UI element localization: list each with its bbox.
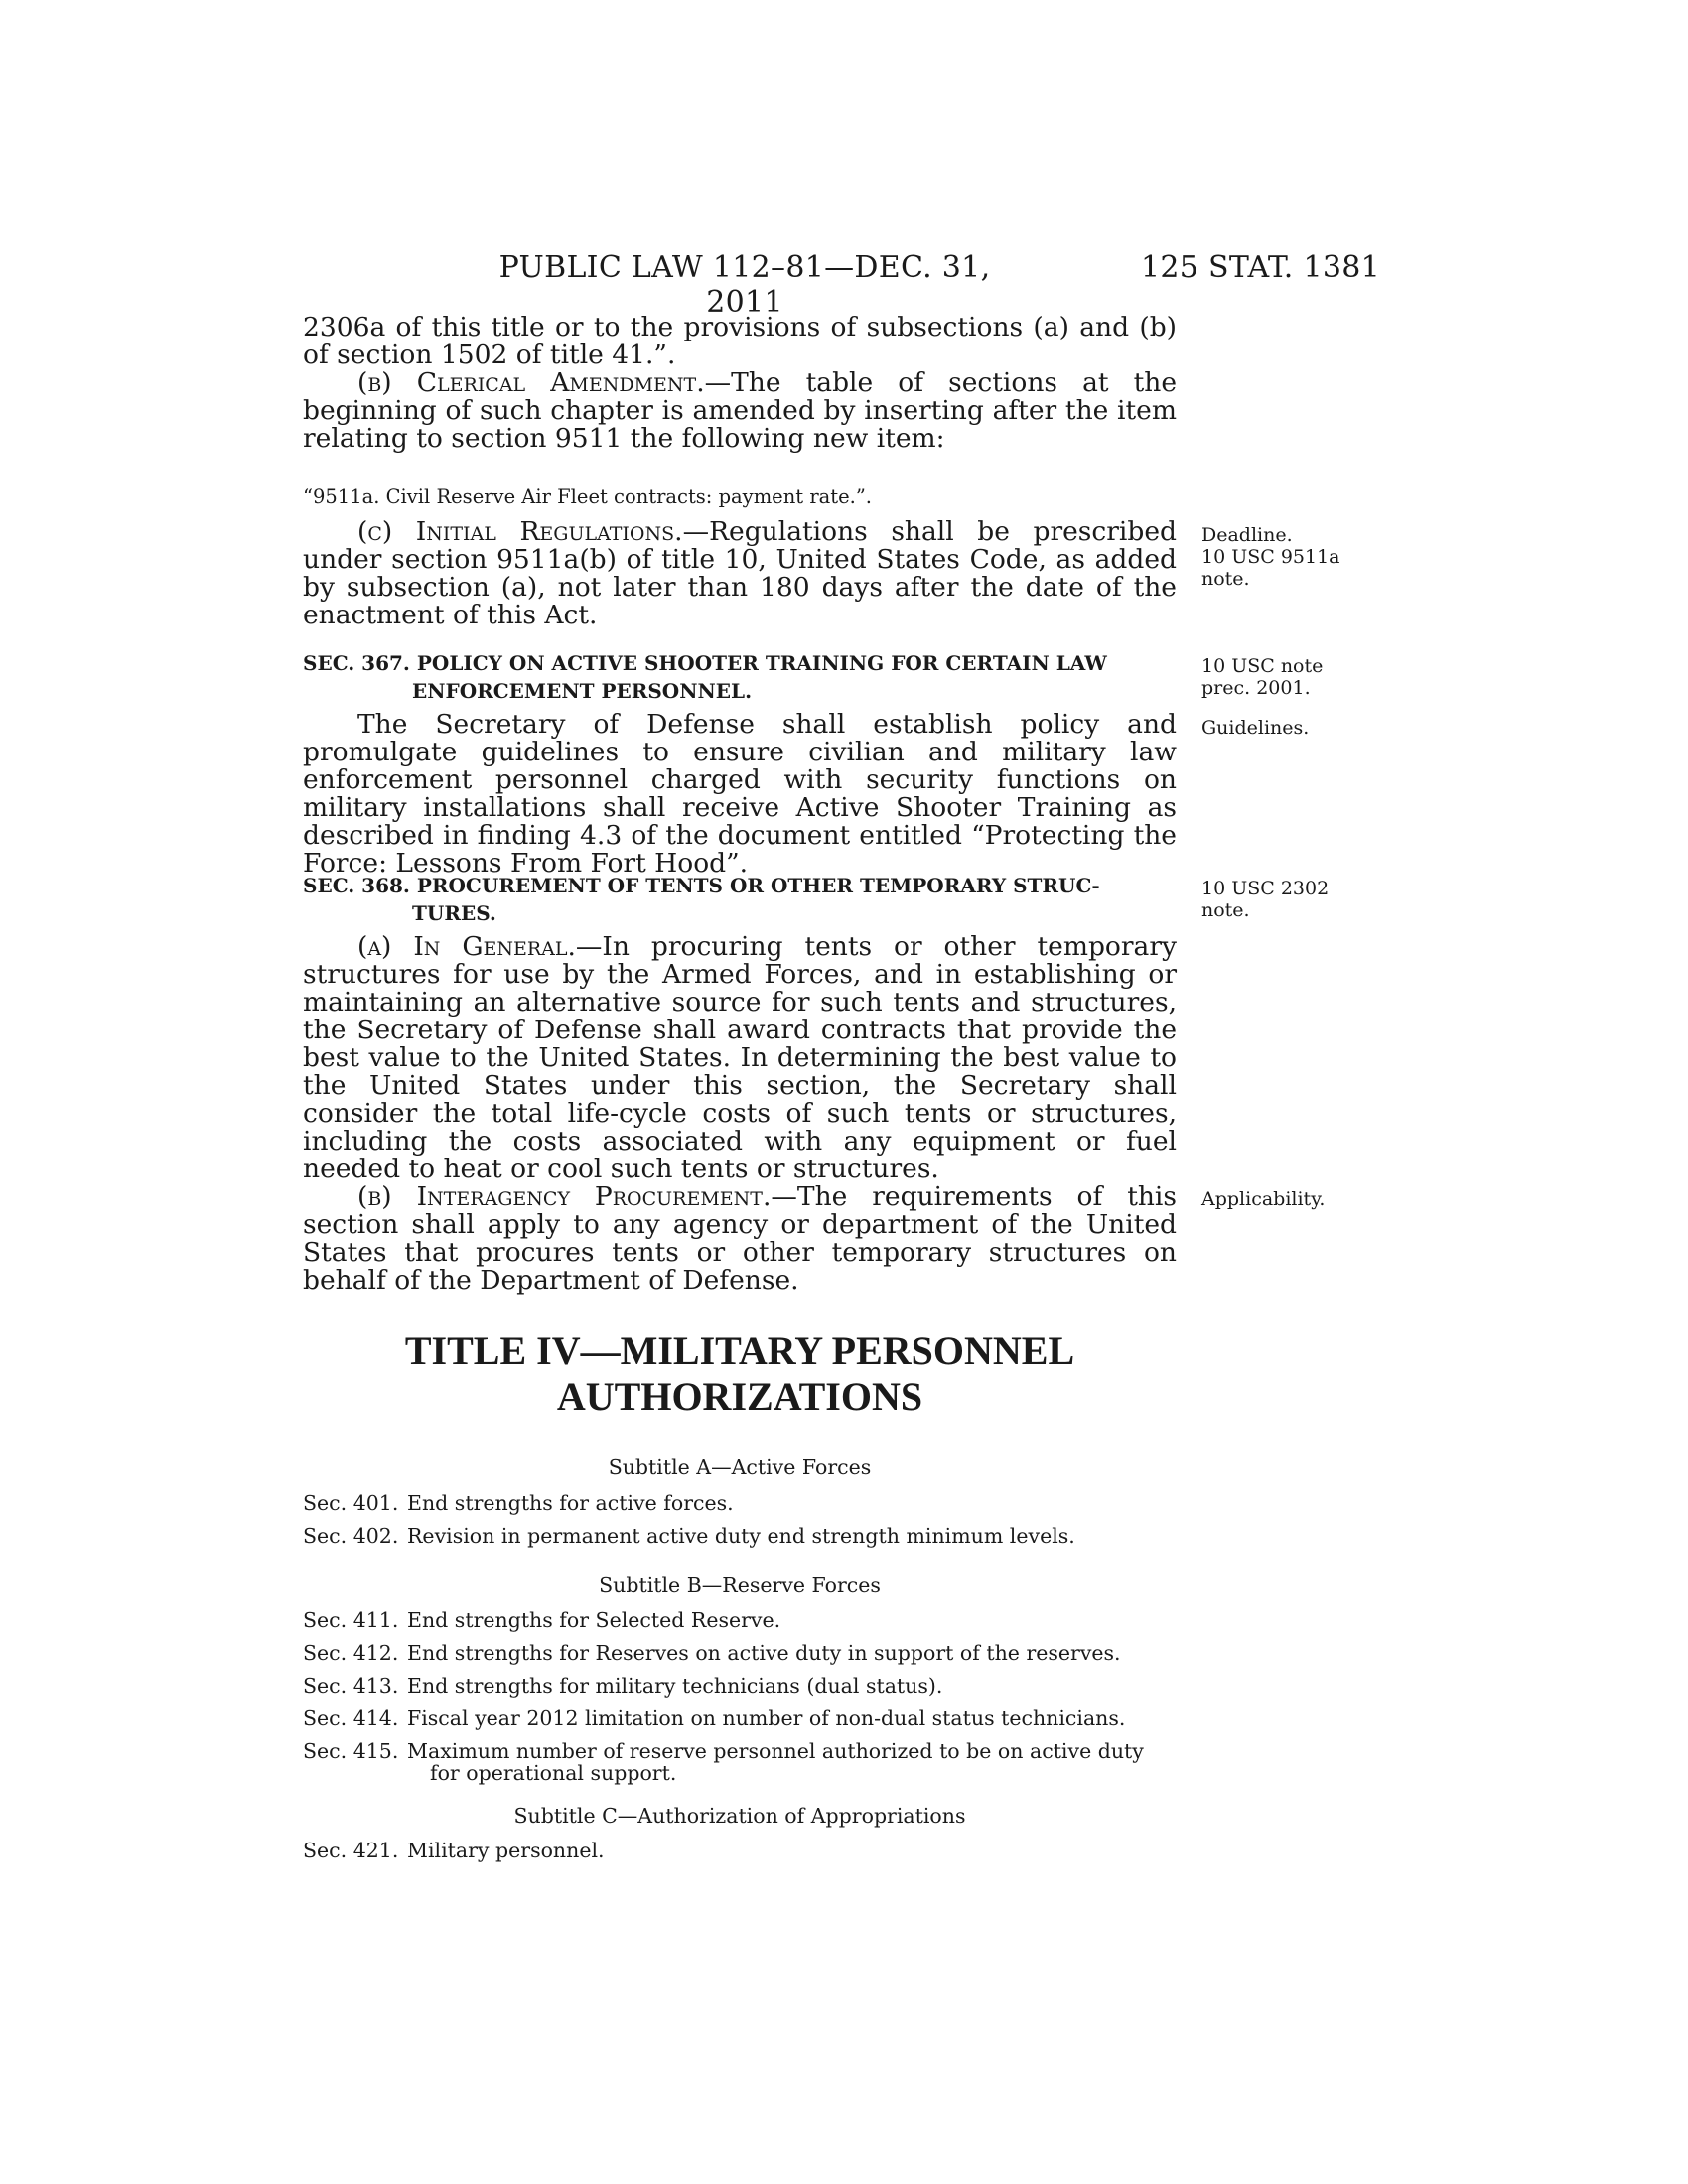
margin-note-367 [1201, 655, 1390, 699]
margin-note-2302: note. [1201, 899, 1250, 921]
toc-subtitle-b-list [303, 1609, 1177, 1784]
initial-regulations-label: (c) Initial Regulations. [357, 516, 683, 547]
toc-sec-title: Revision in permanent active duty end strength minimum levels. [407, 1524, 1075, 1548]
margin-applicability: Applicability. [1201, 1188, 1326, 1210]
toc-sec-title: Maximum number of reserve personnel authorized to be on active duty [407, 1739, 1144, 1763]
margin-note-deadline [1201, 524, 1390, 590]
in-general-label: (a) In General. [357, 931, 576, 962]
toc-item [303, 1525, 1177, 1547]
section-367-paragraph: The Secretary of Defense shall establish policy and promulgate guidelines to ensure civilian and military law enforcement personnel charged with security functions on military installations shall receive Active Shooter Training as described in finding 4.3 of the document entitled “Protecting the Force: Lessons From Fort Hood”. [303, 709, 1177, 879]
margin-usc-2302: 10 USC 2302 [1201, 878, 1330, 899]
initial-regulations-paragraph [303, 518, 1177, 629]
clerical-amendment-text: —The table of sections at the beginning of such chapter is amended by inserting after the item relating to section 9511 the following new item: [303, 367, 1177, 454]
toc-subtitle-c-list [303, 1840, 1177, 1861]
toc-item [303, 1840, 1177, 1861]
interagency-label: (b) Interagency Procurement. [357, 1181, 772, 1212]
clerical-amendment-label: (b) Clerical Amendment. [357, 367, 705, 398]
running-header-stat: 125 STAT. 1381 [1141, 250, 1380, 285]
toc-sec-number: Sec. 411. [303, 1608, 399, 1632]
toc-sec-title: End strengths for active forces. [407, 1491, 734, 1515]
toc-item [303, 1642, 1177, 1664]
toc-sec-number: Sec. 401. [303, 1491, 399, 1515]
toc-sec-number: Sec. 415. [303, 1739, 399, 1763]
section-368-heading-line2: TURES. [412, 901, 496, 925]
section-366-continuation [303, 314, 1177, 453]
section-367-heading-line1: SEC. 367. POLICY ON ACTIVE SHOOTER TRAINING FOR CERTAIN LAW [303, 651, 1107, 675]
in-general-text: —In procuring tents or other temporary structures for use by the Armed Forces, and in establishing or maintaining an alternative source for such tents and structures, the Secretary of Defense shall award contracts that provide the best value to the United States. In determining the best value to the United States under this section, the Secretary shall consider the total life-cycle costs of such tents or structures, including the costs associated with any equipment or fuel needed to heat or cool such tents or structures. [303, 931, 1177, 1184]
toc-item [303, 1609, 1177, 1631]
section-368-general-paragraph [303, 933, 1177, 1183]
toc-sec-title: End strengths for Reserves on active duty in support of the reserves. [407, 1641, 1121, 1665]
margin-note: note. [1201, 568, 1250, 590]
title-iv-heading [303, 1328, 1177, 1420]
toc-subtitle-a-list [303, 1492, 1177, 1547]
toc-sec-title: Military personnel. [407, 1839, 605, 1862]
margin-note-368 [1201, 878, 1390, 921]
subtitle-b: Subtitle B—Reserve Forces [599, 1573, 881, 1597]
margin-deadline: Deadline. [1201, 524, 1293, 546]
clerical-amendment-paragraph [303, 369, 1177, 453]
toc-sec-number: Sec. 413. [303, 1674, 399, 1698]
toc-sec-number: Sec. 414. [303, 1706, 399, 1730]
toc-sec-number: Sec. 412. [303, 1641, 399, 1665]
toc-sec-title: End strengths for Selected Reserve. [407, 1608, 781, 1632]
margin-prec-2001: prec. 2001. [1201, 677, 1311, 699]
initial-regulations-text: —Regulations shall be prescribed under section 9511a(b) of title 10, United States Code, as added by subsection (a), not later than 180 days after the date of the enactment of this Act. [303, 516, 1177, 630]
section-367-body [303, 711, 1177, 878]
toc-sec-title-continued: for operational support. [430, 1761, 677, 1785]
inserted-toc-item: “9511a. Civil Reserve Air Fleet contracts: payment rate.”. [303, 485, 873, 508]
initial-regulations-block [303, 518, 1177, 629]
toc-sec-title: Fiscal year 2012 limitation on number of non-dual status technicians. [407, 1706, 1126, 1730]
toc-item [303, 1707, 1177, 1729]
section-367-heading [303, 649, 1177, 705]
toc-item [303, 1740, 1177, 1784]
interagency-text: —The requirements of this section shall apply to any agency or department of the United States that procures tents or other temporary structures on behalf of the Department of Defense. [303, 1181, 1177, 1296]
toc-sec-number: Sec. 421. [303, 1839, 399, 1862]
continuation-paragraph: 2306a of this title or to the provisions of subsections (a) and (b) of section 1502 of title 41.”. [303, 312, 1177, 370]
subtitle-a: Subtitle A—Active Forces [608, 1455, 872, 1479]
section-368-heading-line1: SEC. 368. PROCUREMENT OF TENTS OR OTHER TEMPORARY STRUC- [303, 874, 1100, 897]
subtitle-c: Subtitle C—Authorization of Appropriations [513, 1804, 966, 1828]
margin-usc-9511a: 10 USC 9511a [1201, 546, 1340, 568]
section-368-interagency-paragraph [303, 1183, 1177, 1295]
title-iv-line1: TITLE IV—MILITARY PERSONNEL [404, 1328, 1075, 1373]
section-367-heading-line2: ENFORCEMENT PERSONNEL. [412, 679, 753, 703]
margin-guidelines: Guidelines. [1201, 717, 1310, 739]
running-header-law: PUBLIC LAW 112–81—DEC. 31, 2011 [498, 250, 991, 320]
section-368-heading [303, 872, 1177, 927]
section-368-body [303, 933, 1177, 1295]
margin-usc-note: 10 USC note [1201, 655, 1324, 677]
toc-sec-title: End strengths for military technicians (dual status). [407, 1674, 943, 1698]
title-iv-line2: AUTHORIZATIONS [556, 1374, 923, 1419]
toc-item [303, 1675, 1177, 1697]
toc-item [303, 1492, 1177, 1514]
toc-sec-number: Sec. 402. [303, 1524, 399, 1548]
